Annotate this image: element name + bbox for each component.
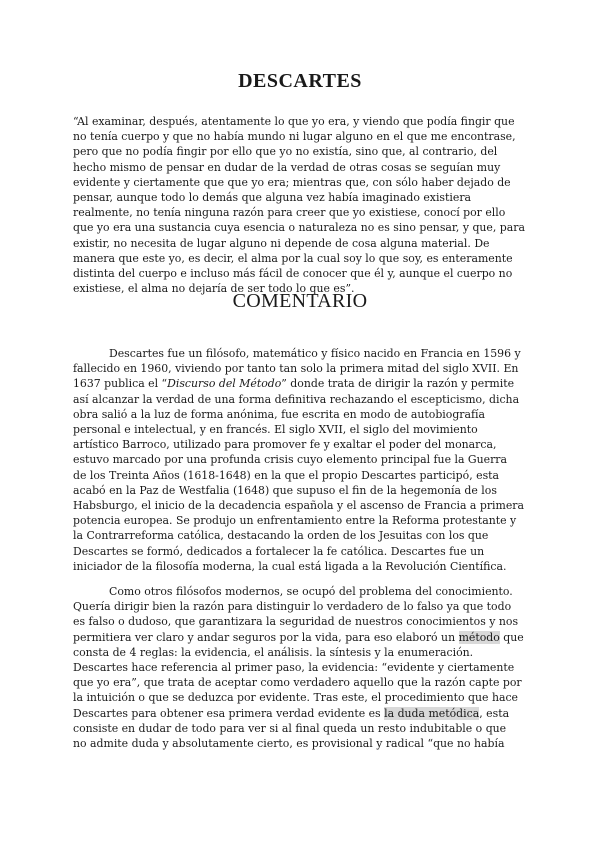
quote-line: pensar, aunque todo lo demás que alguna vez había imaginado existiera <box>73 191 472 205</box>
highlighted-term-metodo: método <box>458 630 500 644</box>
descartes-quote <box>73 114 528 296</box>
quote-line: pero que no podía fingir por ello que yo no existía, sino que, al contrario, del <box>73 145 498 159</box>
paragraph-context <box>73 346 528 574</box>
paragraph-line: artístico Barroco, utilizado para promover fe y exaltar el poder del monarca, <box>73 438 497 452</box>
text-run: permitiera ver claro y andar seguros por la vida, para eso elaboró un <box>73 630 459 644</box>
paragraph-line: obra salió a la luz de forma anónima, fue escrita en modo de autobiografía <box>73 407 486 421</box>
paragraph-line <box>73 706 528 721</box>
paragraph-line: Descartes hace referencia al primer paso, la evidencia: “evidente y ciertamente <box>73 661 515 675</box>
paragraph-line <box>73 630 528 645</box>
quote-line: existiese, el alma no dejaría de ser todo lo que es”. <box>73 282 355 296</box>
paragraph-line: consiste en dudar de todo para ver si al final queda un resto indubitable o que <box>73 721 507 735</box>
paragraph-line: Quería dirigir bien la razón para distinguir lo verdadero de lo falso ya que todo <box>73 600 512 614</box>
paragraph-line: Descartes fue un filósofo, matemático y físico nacido en Francia en 1596 y <box>109 347 521 360</box>
quote-line: realmente, no tenía ninguna razón para creer que yo existiese, conocí por ello <box>73 206 506 220</box>
quote-line: no tenía cuerpo y que no había mundo ni lugar alguno en el que me encontrase, <box>73 130 516 144</box>
quote-line: “Al examinar, después, atentamente lo que yo era, y viendo que podía fingir que <box>73 115 515 128</box>
text-run: , esta <box>479 706 510 720</box>
paragraph-line: Habsburgo, el inicio de la decadencia española y el ascenso de Francia a primera <box>73 499 524 513</box>
paragraph-line: estuvo marcado por una profunda crisis cuyo elemento principal fue la Guerra <box>73 453 507 467</box>
section-heading-comentario: COMENTARIO <box>232 290 368 312</box>
quote-line: hecho mismo de pensar en dudar de la verdad de otras cosas se seguían muy <box>73 160 501 174</box>
paragraph-line: es falso o dudoso, que garantizara la seguridad de nuestros conocimientos y nos <box>73 615 519 629</box>
document-title: DESCARTES <box>238 70 362 92</box>
text-run: ” donde trata de dirigir la razón y permite <box>281 377 515 391</box>
paragraph-line: personal e intelectual, y en francés. El siglo XVII, el siglo del movimiento <box>73 423 478 437</box>
paragraph-line: iniciador de la filosofía moderna, la cual está ligada a la Revolución Científica. <box>73 559 507 573</box>
quote-line: evidente y ciertamente que que yo era; mientras que, con sólo haber dejado de <box>73 175 511 189</box>
text-run: que <box>499 630 524 644</box>
paragraph-line: Descartes se formó, dedicados a fortalecer la fe católica. Descartes fue un <box>73 544 485 558</box>
paragraph-line: de los Treinta Años (1618-1648) en la que el propio Descartes participó, esta <box>73 468 500 482</box>
highlighted-term-duda-metodica: la duda metódica <box>384 706 480 720</box>
paragraph-method <box>73 584 528 751</box>
paragraph-line: no admite duda y absolutamente cierto, es provisional y radical “que no había <box>73 737 505 751</box>
text-run: Descartes para obtener esa primera verdad evidente es <box>73 706 385 720</box>
text-run: 1637 publica el “ <box>73 377 168 391</box>
quote-line: distinta del cuerpo e incluso más fácil de conocer que él y, aunque el cuerpo no <box>73 267 513 281</box>
quote-line: manera que este yo, es decir, el alma por la cual soy lo que soy, es enteramente <box>73 251 513 265</box>
paragraph-line <box>73 376 528 391</box>
paragraph-line: así alcanzar la verdad de una forma definitiva rechazando el escepticismo, dicha <box>73 392 520 406</box>
quote-line: existir, no necesita de lugar alguno ni depende de cosa alguna material. De <box>73 236 490 250</box>
paragraph-line: la intuición o que se deduzca por evidente. Tras este, el procedimiento que hace <box>73 691 519 705</box>
paragraph-line: consta de 4 reglas: la evidencia, el análisis. la síntesis y la enumeración. <box>73 645 474 659</box>
quote-line: que yo era una sustancia cuya esencia o naturaleza no es sino pensar, y que, para <box>73 221 525 235</box>
paragraph-line: fallecido en 1960, viviendo por tanto tan solo la primera mitad del siglo XVII. En <box>73 362 519 376</box>
paragraph-line: que yo era”, que trata de aceptar como verdadero aquello que la razón capte por <box>73 676 522 690</box>
paragraph-line: la Contrarreforma católica, destacando la orden de los Jesuitas con los que <box>73 529 489 543</box>
book-title-italic: Discurso del Método <box>167 377 282 391</box>
paragraph-line: Como otros filósofos modernos, se ocupó del problema del conocimiento. <box>109 585 513 598</box>
paragraph-line: acabó en la Paz de Westfalia (1648) que supuso el fin de la hegemonía de los <box>73 483 497 497</box>
paragraph-line: potencia europea. Se produjo un enfrentamiento entre la Reforma protestante y <box>73 514 517 528</box>
